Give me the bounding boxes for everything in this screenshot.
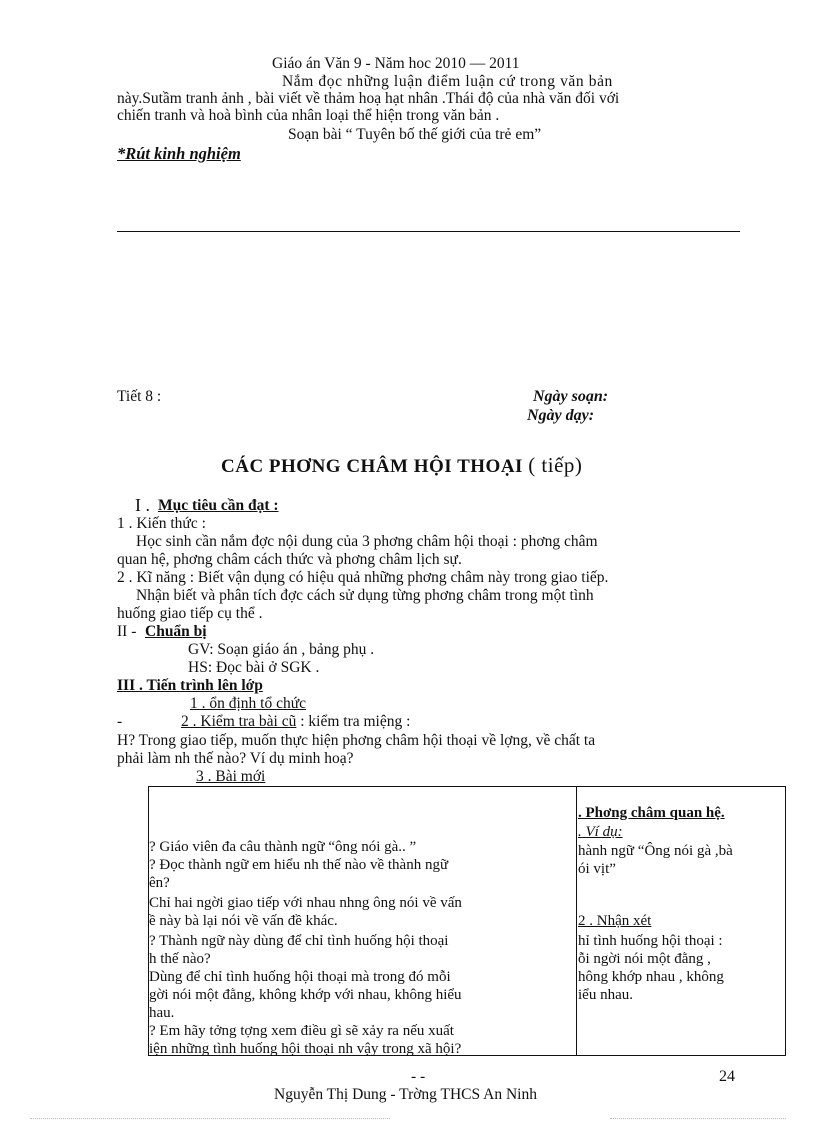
table-left-line-1: ? Giáo viên đa câu thành ngữ “ông nói gà.. ” <box>149 839 417 855</box>
ki-nang-line: 2 . Kĩ năng : Biết vận dụng có hiệu quả những phơng châm này trong giao tiếp. <box>117 569 609 586</box>
section1-roman: I . <box>135 495 150 515</box>
table-right-heading: . Phơng châm quan hệ. <box>578 805 725 821</box>
table-right-nhanxet-1: hỉ tình huống hội thoại : <box>578 933 723 949</box>
kien-thuc-line-2: quan hệ, phơng châm cách thức và phơng châm lịch sự. <box>117 551 462 568</box>
intro-line-2: này.Sutầm tranh ảnh , bài viết về thảm hoạ hạt nhân .Thái độ của nhà văn đối với <box>117 90 620 107</box>
table-left-line-10: hau. <box>149 1005 175 1021</box>
divider-line <box>117 231 740 232</box>
footer-dashes: - - <box>411 1068 426 1085</box>
footer-dotted-left <box>30 1118 390 1119</box>
table-right-nhanxet-4: iểu nhau. <box>578 987 633 1003</box>
kien-thuc-line-1: Học sinh cần nắm đợc nội dung của 3 phơng châm hội thoại : phơng châm <box>136 533 598 550</box>
section2-heading: Chuẩn bị <box>145 623 207 640</box>
step-2-rest: : kiểm tra miệng : <box>300 713 411 730</box>
lesson-title-tiep: ( tiếp) <box>528 453 583 477</box>
lesson-title <box>221 453 583 477</box>
step-2 <box>181 714 410 730</box>
question-line-1: H? Trong giao tiếp, muốn thực hiện phơng châm hội thoại về lợng, về chất ta <box>117 732 596 749</box>
table-right-example-2: ói vịt” <box>578 861 616 877</box>
table-right-nhanxet-2: ỗi ngời nói một đằng , <box>578 951 711 967</box>
step-1: 1 . ổn định tổ chức <box>190 695 307 712</box>
table-left-line-8: Dùng để chỉ tình huống hội thoại mà trong đó mỗi <box>149 969 451 985</box>
table-left-line-5: ề này bà lại nói về vấn đề khác. <box>149 913 338 929</box>
ki-nang-line-2: huống giao tiếp cụ thể . <box>117 605 263 622</box>
intro-line-4: Soạn bài “ Tuyên bố thế giới của trẻ em” <box>288 126 542 143</box>
table-left-line-7: h thế nào? <box>149 951 211 967</box>
footer-author: Nguyễn Thị Dung - Trờng THCS An Ninh <box>274 1086 537 1103</box>
table-column-divider <box>576 787 577 1055</box>
footer-dotted-right <box>610 1118 786 1119</box>
section2-prefix: II - <box>117 623 137 640</box>
gv-line: GV: Soạn giáo án , bảng phụ . <box>188 641 375 658</box>
table-right-vidu: . Ví dụ: <box>578 824 623 840</box>
table-left-line-3: ên? <box>149 875 170 891</box>
lesson-table <box>148 786 786 1056</box>
hs-line: HS: Đọc bài ở SGK . <box>188 659 320 676</box>
section3-heading: III . Tiến trình lên lớp <box>117 677 263 694</box>
table-left-line-11: ? Em hãy tởng tợng xem điều gì sẽ xảy ra nếu xuất <box>149 1023 454 1039</box>
table-left-line-2: ? Đọc thành ngữ em hiểu nh thế nào về thành ngữ <box>149 857 449 873</box>
section1-heading: Mục tiêu cần đạt : <box>158 497 279 514</box>
table-right-example-1: hành ngữ “Ông nói gà ,bà <box>578 843 733 859</box>
table-right-nhanxet-3: hông khớp nhau , không <box>578 969 724 985</box>
page-header: Giáo án Văn 9 - Năm hoc 2010 — 2011 <box>272 55 520 72</box>
ngay-day-label: Ngày dạy: <box>527 407 595 424</box>
table-left-line-6: ? Thành ngữ này dùng để chỉ tình huống hội thoại <box>149 933 449 949</box>
step-3: 3 . Bài mới <box>196 768 266 785</box>
intro-line-3: chiến tranh và hoà bình của nhân loại thể hiện trong văn bản . <box>117 107 500 124</box>
table-left-line-12: iện những tình huống hội thoại nh vậy trong xã hội? <box>149 1041 462 1056</box>
ngay-soan-label: Ngày soạn: <box>533 388 609 405</box>
table-right-nhanxet: 2 . Nhận xét <box>578 913 652 929</box>
question-line-2: phải làm nh thế nào? Ví dụ minh hoạ? <box>117 750 354 767</box>
rut-kinh-nghiem-heading: *Rút kinh nghiệm <box>117 144 241 163</box>
lesson-title-main: CÁC PHƠNG CHÂM HỘI THOẠI <box>221 456 523 477</box>
intro-line-1: Nắm đọc những luận điểm luận cứ trong văn bản <box>282 73 613 90</box>
step-2-label: 2 . Kiểm tra bài cũ <box>181 713 297 730</box>
tiet-label: Tiết 8 : <box>117 388 162 405</box>
page-number: 24 <box>719 1068 735 1085</box>
table-left-line-9: gời nói một đằng, không khớp với nhau, không hiểu <box>149 987 462 1003</box>
kien-thuc-label: 1 . Kiến thức : <box>117 515 206 532</box>
ki-nang-line-1: Nhận biết và phân tích đợc cách sử dụng từng phơng châm trong một tình <box>136 587 594 604</box>
step-2-dash: - <box>117 713 123 730</box>
table-left-line-4: Chỉ hai ngời giao tiếp với nhau nhng ông nói về vấn <box>149 895 462 911</box>
